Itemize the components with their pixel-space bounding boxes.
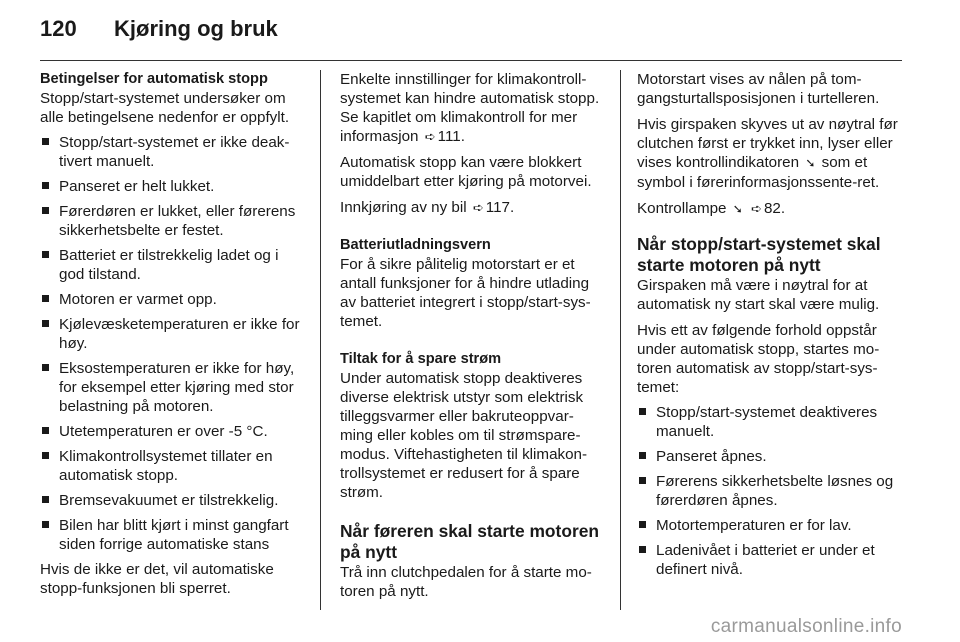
subheading-power-saving: Tiltak for å spare strøm bbox=[340, 351, 502, 367]
header-rule bbox=[40, 60, 902, 61]
subheading-battery-protection: Batteriutladningsvern bbox=[340, 237, 491, 253]
paragraph-control-lamp bbox=[637, 199, 907, 219]
control-lamp-icon: ➘ bbox=[805, 156, 816, 170]
text: Hvis girspaken skyves ut av nøytral før clutchen først er trykket inn, lyser eller vises kontrollindikatoren bbox=[637, 116, 898, 171]
heading-driver-restart: Når føreren skal starte motoren på nytt bbox=[340, 521, 600, 562]
page-ref-number: 111. bbox=[437, 128, 465, 145]
column-2 bbox=[340, 70, 606, 608]
column-1 bbox=[40, 70, 305, 605]
paragraph-battery-protection: For å sikre pålitelig motorstart er et antall funksjoner for å hindre utlading av batteriet integrert i stopp/start-sys-temet. bbox=[340, 256, 591, 330]
paragraph-restart-conditions: Hvis ett av følgende forhold oppstår under automatisk stopp, startes mo-toren automatisk av stopp/start-sys-temet: bbox=[637, 322, 880, 396]
page-ref-number: 117. bbox=[485, 199, 515, 216]
paragraph-power-saving: Under automatisk stopp deaktiveres diverse elektrisk utstyr som elektrisk tilleggsvarmer eller bakruteoppvar-ming eller kobles om til strømspare-modus. Viftehastigheten til klimakon-trollsystemet er redusert for å spare strøm. bbox=[340, 370, 588, 501]
paragraph-break-in bbox=[340, 198, 606, 217]
conditions-list bbox=[40, 133, 305, 554]
list-item: Batteriet er tilstrekkelig ladet og i god tilstand. bbox=[40, 246, 305, 284]
column-divider-2 bbox=[620, 70, 621, 610]
paragraph-outro: Hvis de ikke er det, vil automatiske stopp-funksjonen bli sperret. bbox=[40, 561, 274, 597]
paragraph-gear-lever bbox=[637, 115, 907, 192]
list-item: Utetemperaturen er over -5 °C. bbox=[40, 422, 305, 441]
paragraph-intro: Stopp/start-systemet undersøker om alle betingelsene nedenfor er oppfylt. bbox=[40, 90, 290, 126]
list-item: Førerens sikkerhetsbelte løsnes og førerdøren åpnes. bbox=[637, 472, 907, 510]
chapter-title: Kjøring og bruk bbox=[114, 16, 278, 41]
paragraph-motorway: Automatisk stopp kan være blokkert umiddelbart etter kjøring på motorvei. bbox=[340, 154, 592, 190]
page-ref-icon: ➪ bbox=[751, 201, 762, 216]
page-ref-icon: ➪ bbox=[472, 200, 484, 215]
watermark: carmanualsonline.info bbox=[710, 616, 902, 637]
page-header bbox=[40, 16, 278, 50]
page-number: 120 bbox=[40, 16, 77, 41]
list-item: Panseret er helt lukket. bbox=[40, 177, 305, 196]
list-item: Stopp/start-systemet deaktiveres manuelt. bbox=[637, 403, 907, 441]
list-item: Bremsevakuumet er tilstrekkelig. bbox=[40, 491, 305, 510]
heading-system-restart: Når stopp/start-systemet skal starte motoren på nytt bbox=[637, 234, 881, 275]
page-ref-number: 82. bbox=[763, 200, 786, 217]
subheading-auto-stop-conditions: Betingelser for automatisk stopp bbox=[40, 71, 268, 87]
list-item: Førerdøren er lukket, eller førerens sikkerhetsbelte er festet. bbox=[40, 202, 305, 240]
list-item: Motoren er varmet opp. bbox=[40, 290, 305, 309]
list-item: Eksostemperaturen er ikke for høy, for eksempel etter kjøring med stor belastning på motoren. bbox=[40, 359, 305, 416]
column-divider-1 bbox=[320, 70, 321, 610]
paragraph-neutral-required: Girspaken må være i nøytral for at automatisk ny start skal være mulig. bbox=[637, 277, 880, 313]
paragraph-driver-restart: Trå inn clutchpedalen for å starte mo-toren på nytt. bbox=[340, 564, 592, 600]
list-item: Klimakontrollsystemet tillater en automatisk stopp. bbox=[40, 447, 305, 485]
text: som et symbol i førerinformasjonssente-ret. bbox=[637, 154, 880, 191]
control-lamp-icon: ➘ bbox=[732, 202, 743, 216]
list-item: Kjølevæsketemperaturen er ikke for høy. bbox=[40, 315, 305, 353]
list-item: Stopp/start-systemet er ikke deak-tivert manuelt. bbox=[40, 133, 305, 171]
page-ref-icon: ➪ bbox=[424, 129, 436, 144]
list-item: Panseret åpnes. bbox=[637, 447, 907, 466]
text: Kontrollampe bbox=[637, 200, 727, 217]
list-item: Motortemperaturen er for lav. bbox=[637, 516, 907, 535]
list-item: Ladenivået i batteriet er under et definert nivå. bbox=[637, 541, 907, 579]
restart-conditions-list bbox=[637, 403, 907, 579]
text: Innkjøring av ny bil bbox=[340, 199, 467, 216]
list-item: Bilen har blitt kjørt i minst gangfart siden forrige automatiske stans bbox=[40, 516, 305, 554]
paragraph-engine-start-indicator: Motorstart vises av nålen på tom-gangsturtallsposisjonen i turtelleren. bbox=[637, 71, 880, 107]
text: Enkelte innstillinger for klimakontroll-systemet kan hindre automatisk stopp. Se kapitlet om klimakontroll for mer informasjon bbox=[340, 71, 600, 145]
column-3 bbox=[637, 70, 907, 585]
paragraph-climate-settings bbox=[340, 70, 606, 146]
